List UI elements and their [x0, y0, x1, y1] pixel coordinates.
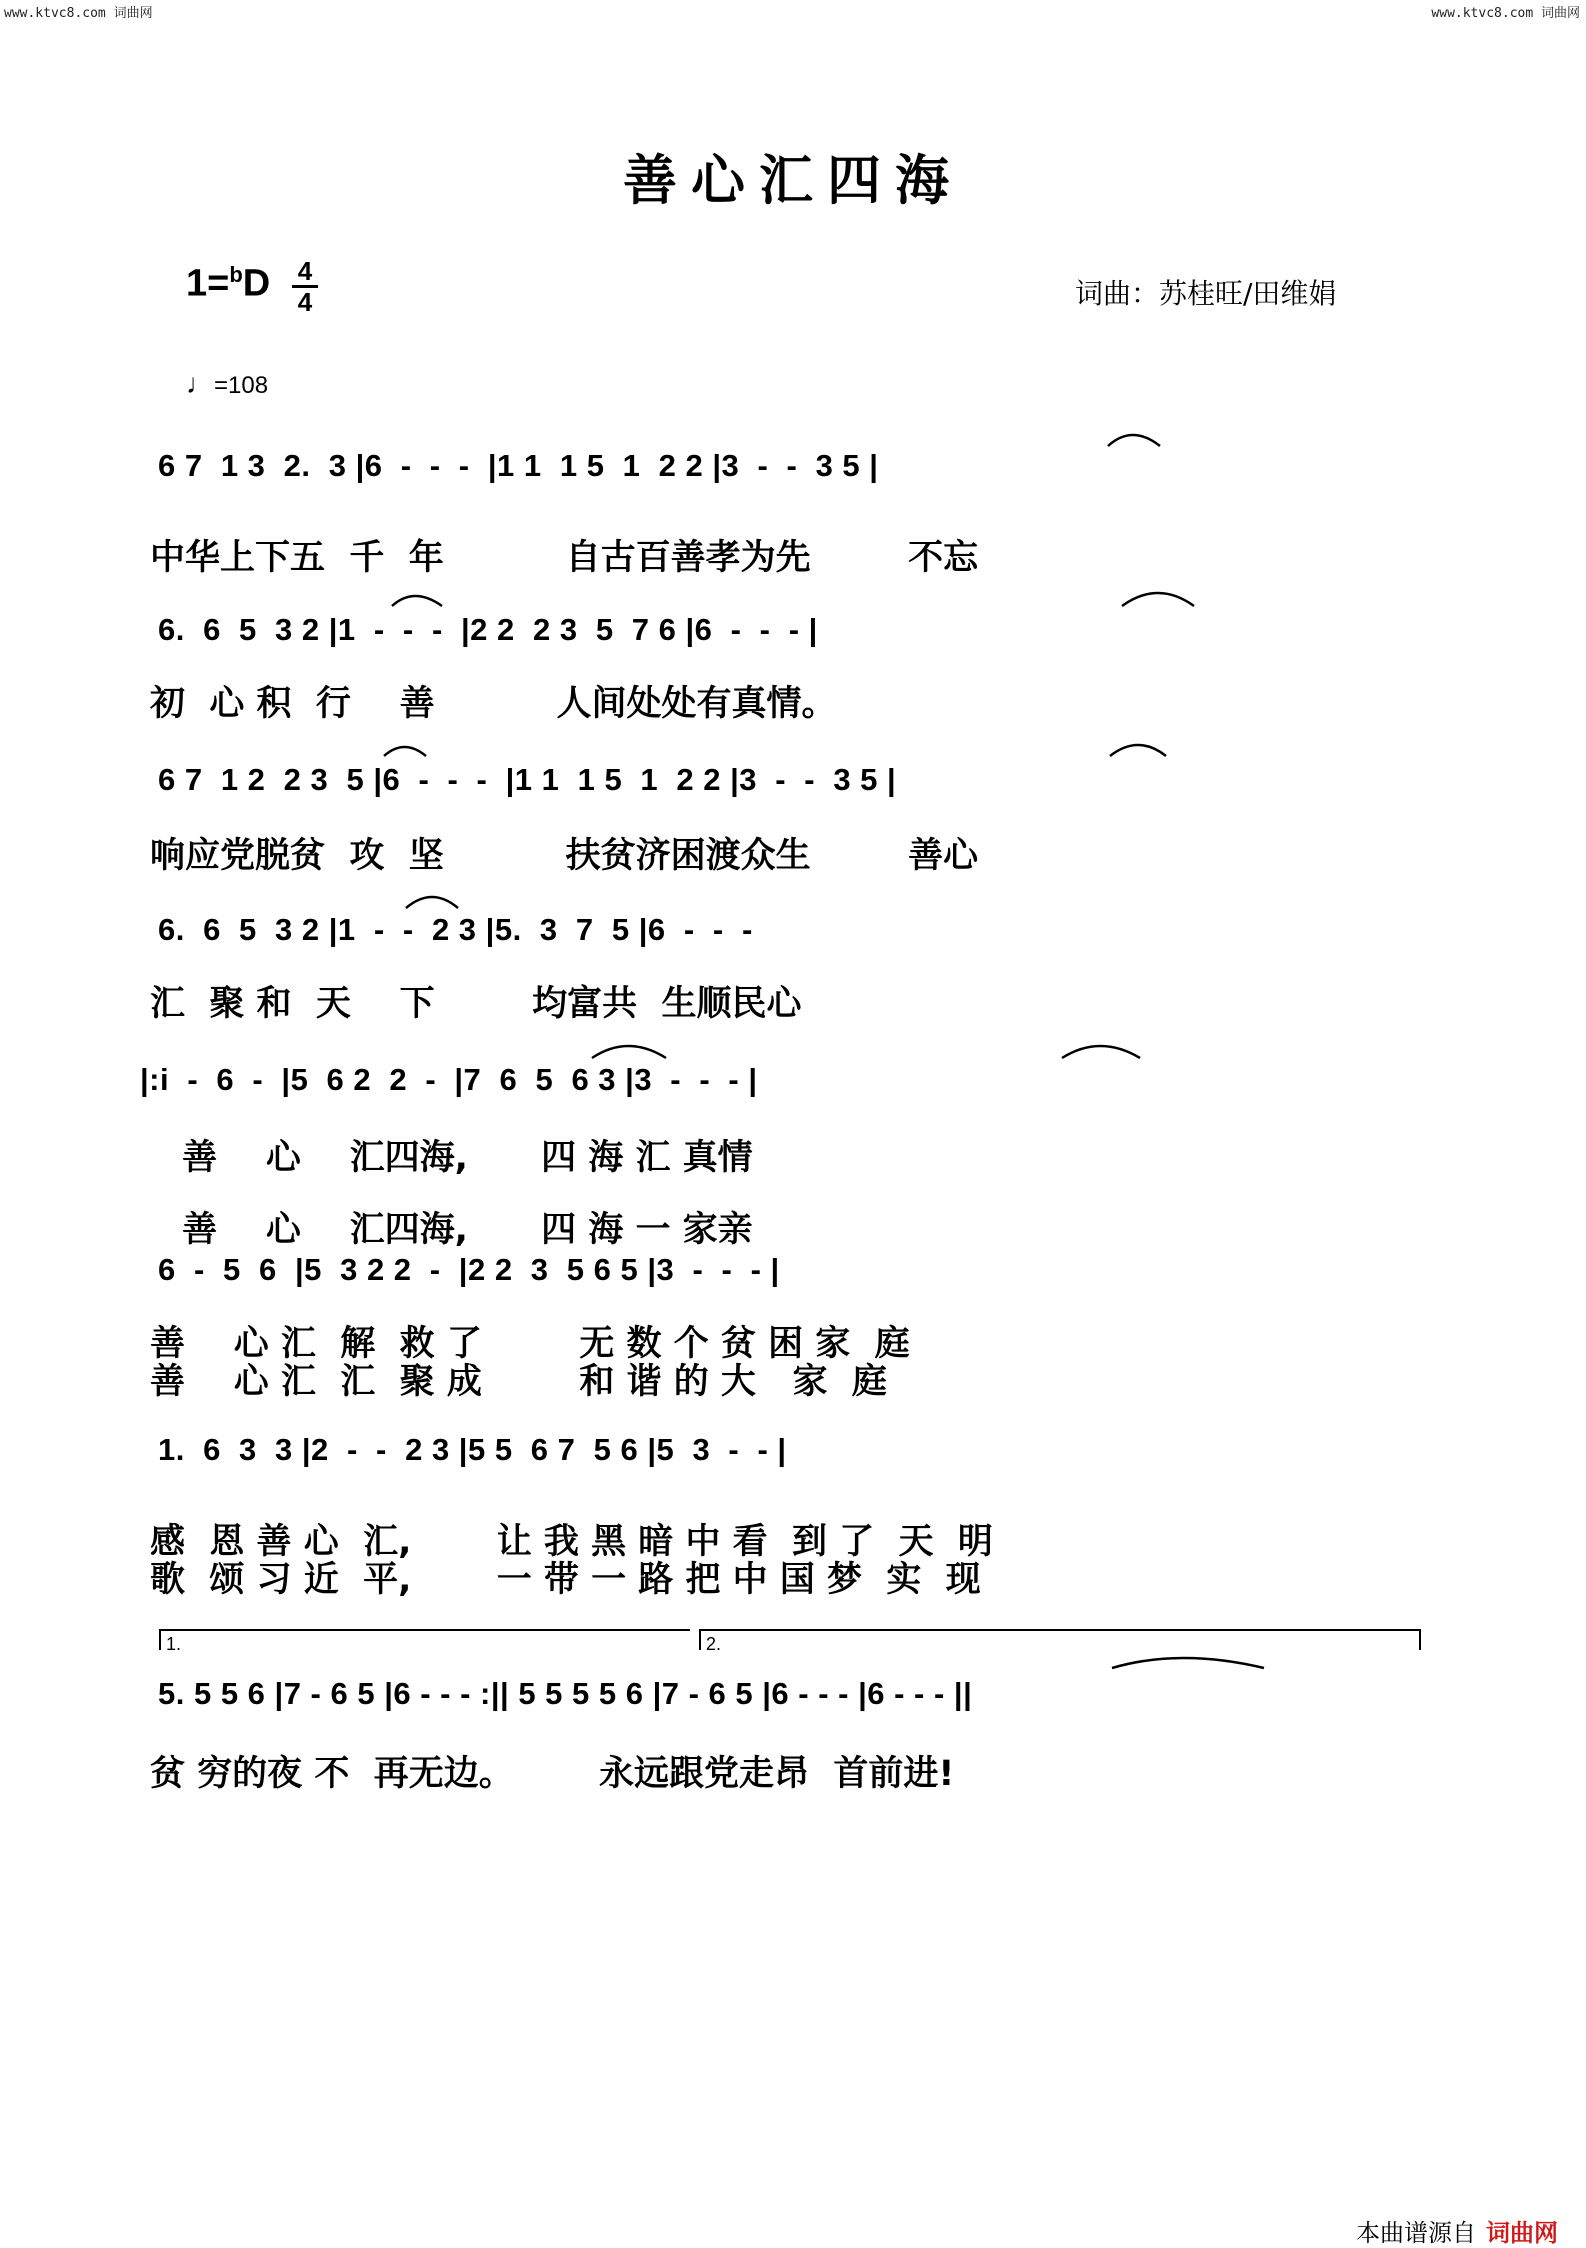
footer-text: 本曲谱源自 — [1356, 2219, 1476, 2247]
tie-line-1 — [1108, 435, 1160, 446]
tie-line-3b — [1110, 745, 1166, 756]
time-numerator: 4 — [297, 256, 313, 286]
tie-line-3a — [384, 747, 426, 756]
lyric-line-6b: 善 心 汇 汇 聚 成 和 谐 的 大 家 庭 — [150, 1362, 887, 1402]
page-title: 善心汇四海 — [623, 149, 963, 212]
tempo-value: =108 — [214, 372, 269, 399]
notation-line-4: 6. 6 5 3 2 |1 - - 2 3 |5. 3 7 5 |6 - - - — [158, 912, 762, 947]
lyric-line-2: 初 心 积 行 善 人间处处有真情。 — [150, 684, 837, 724]
footer-source — [1356, 2213, 1558, 2248]
notation-line-5: |:i - 6 - |5 6 2 2 - |7 6 5 6 3 |3 - - - | — [140, 1062, 758, 1097]
notation-line-3: 6 7 1 2 2 3 5 |6 - - - |1 1 1 5 1 2 2 |3 - - 3 5 | — [158, 762, 897, 797]
notation-line-6: 6 - 5 6 |5 3 2 2 - |2 2 3 5 6 5 |3 - - - | — [158, 1252, 780, 1287]
lyric-line-4: 汇 聚 和 天 下 均富共 生顺民心 — [150, 984, 802, 1024]
watermark-right: www.ktvc8.com 词曲网 — [1431, 6, 1580, 21]
lyric-line-1: 中华上下五 千 年 自古百善孝为先 不忘 — [150, 538, 979, 578]
quarter-note-icon: ♩ — [186, 368, 214, 399]
volta-bracket-2 — [700, 1630, 1420, 1650]
lyric-line-7b: 歌 颂 习 近 平, 一 带 一 路 把 中 国 梦 实 现 — [150, 1560, 981, 1600]
tie-line-8 — [1112, 1658, 1264, 1668]
lyric-line-6a: 善 心 汇 解 救 了 无 数 个 贫 困 家 庭 — [150, 1324, 910, 1364]
time-denominator: 4 — [297, 287, 313, 317]
notation-line-1: 6 7 1 3 2. 3 |6 - - - |1 1 1 5 1 2 2 |3 - - 3 5 | — [158, 448, 879, 483]
tie-line-5b — [1062, 1046, 1140, 1058]
credits: 词曲：苏桂旺/田维娟 — [1075, 277, 1337, 310]
key-prefix: 1= — [186, 262, 230, 305]
lyric-line-7a: 感 恩 善 心 汇, 让 我 黑 暗 中 看 到 了 天 明 — [150, 1522, 993, 1562]
lyric-line-5b: 善 心 汇四海, 四 海 一 家亲 — [170, 1210, 753, 1250]
tie-line-4 — [406, 897, 458, 908]
volta-bracket-1 — [160, 1630, 690, 1650]
notation-line-8: 5. 5 5 6 |7 - 6 5 |6 - - - :|| 5 5 5 5 6 |7 - 6 5 |6 - - - |6 - - - || — [158, 1676, 973, 1711]
lyric-line-8: 贫 穷的夜 不 再无边。 永远跟党走昂 首前进! — [150, 1754, 955, 1794]
tie-line-2a — [392, 596, 442, 606]
key-note: D — [242, 262, 271, 305]
notation-line-7: 1. 6 3 3 |2 - - 2 3 |5 5 6 7 5 6 |5 3 - - | — [158, 1432, 787, 1467]
volta-2-label: 2. — [706, 1634, 722, 1654]
notation-line-2: 6. 6 5 3 2 |1 - - - |2 2 2 3 5 7 6 |6 - - - | — [158, 612, 818, 647]
lyric-line-3: 响应党脱贫 攻 坚 扶贫济困渡众生 善心 — [150, 836, 979, 876]
watermark-left: www.ktvc8.com 词曲网 — [4, 6, 153, 21]
tie-line-2b — [1122, 593, 1194, 606]
flat-sign: b — [229, 262, 243, 287]
volta-1-label: 1. — [166, 1634, 182, 1654]
footer-brand-link[interactable]: 词曲网 — [1486, 2219, 1558, 2247]
tie-line-5a — [592, 1046, 666, 1058]
lyric-line-5a: 善 心 汇四海, 四 海 汇 真情 — [170, 1138, 753, 1178]
